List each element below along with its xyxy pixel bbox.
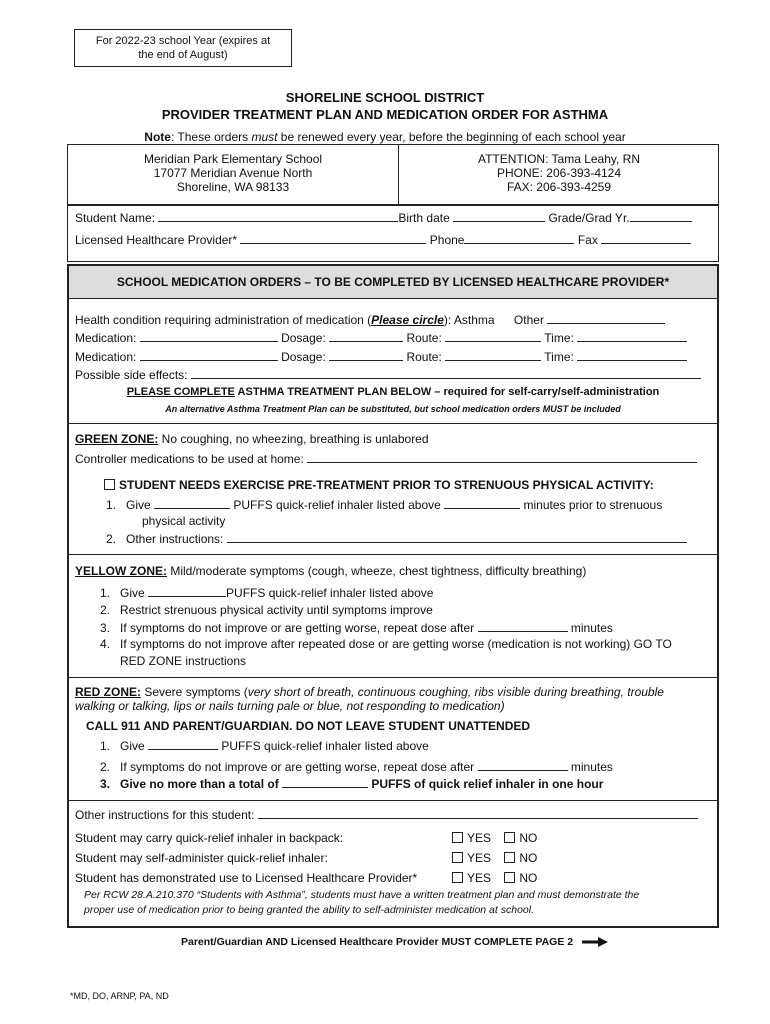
yes-label: YES	[467, 851, 492, 865]
please-circle: Please circle	[371, 313, 444, 327]
grade-field[interactable]	[630, 210, 692, 222]
note-post: be renewed every year, before the beginning of each school year	[277, 130, 626, 144]
condition-post: ): Asthma	[443, 313, 495, 327]
birth-date-label: Birth date	[398, 211, 450, 225]
minutes-field[interactable]	[444, 497, 520, 509]
yes-checkbox[interactable]	[452, 832, 463, 843]
phone: PHONE: 206-393-4124	[496, 166, 622, 180]
condition-row	[75, 312, 665, 327]
attention: ATTENTION: Tama Leahy, RN	[477, 152, 641, 166]
item-number: 1.	[99, 586, 110, 600]
alternative-note: An alternative Asthma Treatment Plan can be substituted, but school medication orders MUST be included	[165, 404, 621, 414]
time-field[interactable]	[577, 349, 687, 361]
no-label: NO	[519, 871, 538, 885]
red-zone-symptoms-cont: walking or talking, lips or nails turning pale or blue, not responding to medication)	[75, 699, 505, 713]
footnote: *MD, DO, ARNP, PA, ND	[70, 991, 169, 1001]
other-instructions-field[interactable]	[227, 531, 687, 543]
item-text: minutes	[570, 760, 613, 774]
note-label: Note	[144, 130, 171, 144]
minutes-field[interactable]	[478, 620, 568, 632]
student-name-label: Student Name:	[75, 211, 156, 225]
other-instructions-label: Other instructions for this student:	[75, 808, 255, 822]
item-text: Restrict strenuous physical activity until symptoms improve	[120, 603, 433, 617]
item-number: 3.	[99, 777, 110, 791]
rcw-note-2: proper use of medication prior to being granted the ability to self-administer medication at school.	[84, 904, 534, 916]
red-zone	[75, 685, 664, 699]
no-label: NO	[519, 851, 538, 865]
dosage-label: Dosage:	[281, 350, 326, 364]
demonstrated-options	[452, 871, 537, 885]
side-effects-row	[75, 367, 701, 382]
medication-field[interactable]	[140, 330, 278, 342]
exercise-checkbox[interactable]	[104, 479, 115, 490]
route-field[interactable]	[445, 330, 541, 342]
yellow-item-1	[84, 585, 433, 600]
school-street: 17077 Meridian Avenue North	[153, 166, 313, 180]
item-text: Give no more than a total of	[120, 777, 279, 791]
route-field[interactable]	[445, 349, 541, 361]
medication-row-2	[75, 349, 687, 364]
item-number: 1.	[105, 498, 116, 512]
expiry-line-2: the end of August)	[138, 49, 228, 61]
yellow-zone-desc: Mild/moderate symptoms (cough, wheeze, chest tightness, difficulty breathing)	[167, 564, 587, 578]
rcw-note-1: Per RCW 28.A.210.370 “Students with Asthma”, students must have a written treatment plan and must demonstrate the	[84, 889, 640, 901]
item-text: If symptoms do not improve or are getting worse, repeat dose after	[120, 621, 475, 635]
time-label: Time:	[544, 350, 574, 364]
controller-row	[75, 451, 697, 466]
school-name: Meridian Park Elementary School	[143, 152, 323, 166]
other-label: Other	[513, 313, 544, 327]
note-em: must	[251, 130, 278, 144]
route-label: Route:	[406, 331, 442, 345]
minutes-field[interactable]	[478, 759, 568, 771]
dosage-field[interactable]	[329, 349, 403, 361]
controller-label: Controller medications to be used at home:	[75, 452, 304, 466]
grade-label: Grade/Grad Yr.	[548, 211, 630, 225]
puffs-field[interactable]	[148, 738, 218, 750]
yes-checkbox[interactable]	[452, 872, 463, 883]
green-item-1	[90, 497, 662, 512]
red-zone-label: RED ZONE:	[75, 685, 141, 699]
side-effects-label: Possible side effects:	[75, 368, 188, 382]
provider-fax-field[interactable]	[601, 232, 691, 244]
red-zone-symptoms: very short of breath, continuous coughing, ribs visible during breathing, trouble	[247, 685, 664, 699]
item-number: 3.	[99, 621, 110, 635]
plan-required	[69, 386, 717, 398]
yellow-item-4-cont: RED ZONE instructions	[120, 654, 247, 668]
item-number: 1.	[99, 739, 110, 753]
no-checkbox[interactable]	[504, 872, 515, 883]
item-text: minutes	[570, 621, 613, 635]
no-checkbox[interactable]	[504, 832, 515, 843]
other-instructions-label: Other instructions:	[126, 532, 224, 546]
school-city: Shoreline, WA 98133	[176, 180, 290, 194]
yellow-item-2	[84, 603, 433, 617]
controller-field[interactable]	[307, 451, 697, 463]
exercise-row	[104, 478, 654, 492]
red-zone-desc: Severe symptoms (	[141, 685, 248, 699]
other-instructions-row	[75, 807, 698, 822]
item-text: PUFFS of quick relief inhaler in one hour	[371, 777, 604, 791]
green-zone-label: GREEN ZONE:	[75, 432, 159, 446]
other-field[interactable]	[547, 312, 665, 324]
school-address	[68, 152, 398, 194]
puffs-field[interactable]	[148, 585, 226, 597]
medication-label: Medication:	[75, 350, 137, 364]
carry-options	[452, 831, 537, 845]
time-field[interactable]	[577, 330, 687, 342]
item-number: 2.	[99, 603, 110, 617]
form-title: PROVIDER TREATMENT PLAN AND MEDICATION ORDER FOR ASTHMA	[161, 107, 609, 122]
provider-phone-label: Phone	[429, 233, 465, 247]
item-text: PUFFS quick-relief inhaler listed above	[221, 739, 429, 753]
plan-required-text: ASTHMA TREATMENT PLAN BELOW – required for self-carry/self-administration	[234, 386, 660, 398]
district-title: SHORELINE SCHOOL DISTRICT	[285, 90, 485, 105]
provider-phone-field[interactable]	[464, 232, 574, 244]
item-text: Give	[126, 498, 151, 512]
puffs-field[interactable]	[154, 497, 230, 509]
item-text: Give	[120, 739, 145, 753]
medication-row-1	[75, 330, 687, 345]
condition-pre: Health condition requiring administration of medication (	[75, 313, 372, 327]
exercise-label: STUDENT NEEDS EXERCISE PRE-TREATMENT PRIOR TO STRENUOUS PHYSICAL ACTIVITY:	[119, 478, 654, 492]
no-label: NO	[519, 831, 538, 845]
green-zone	[75, 432, 429, 446]
fax: FAX: 206-393-4259	[506, 180, 612, 194]
side-effects-field[interactable]	[191, 367, 701, 379]
arrow-right-icon	[582, 937, 608, 947]
page-2-notice	[181, 936, 608, 948]
student-row-1	[75, 210, 692, 225]
self-administer-question: Student may self-administer quick-relief inhaler:	[75, 851, 328, 865]
contact-info	[399, 152, 719, 194]
medication-field[interactable]	[140, 349, 278, 361]
expiry-line-1: For 2022-23 school Year (expires at	[95, 35, 271, 47]
dosage-label: Dosage:	[281, 331, 326, 345]
no-checkbox[interactable]	[504, 852, 515, 863]
note-pre: : These orders	[170, 130, 252, 144]
item-number: 4.	[99, 637, 110, 651]
red-item-1	[84, 738, 429, 753]
green-item-2	[90, 531, 687, 546]
red-item-2	[84, 759, 613, 774]
self-administer-options	[452, 851, 537, 865]
item-text: Give	[120, 586, 145, 600]
call-911: CALL 911 AND PARENT/GUARDIAN. DO NOT LEAVE STUDENT UNATTENDED	[86, 719, 531, 733]
renewal-note	[0, 130, 770, 144]
yes-checkbox[interactable]	[452, 852, 463, 863]
route-label: Route:	[406, 350, 442, 364]
dosage-field[interactable]	[329, 330, 403, 342]
other-instructions-field[interactable]	[258, 807, 698, 819]
provider-field[interactable]	[240, 232, 426, 244]
item-text: PUFFS quick-relief inhaler listed above	[226, 586, 434, 600]
demonstrated-question: Student has demonstrated use to Licensed Healthcare Provider*	[75, 871, 418, 885]
total-puffs-field[interactable]	[282, 776, 368, 788]
yellow-item-4	[84, 637, 672, 651]
item-number: 2.	[105, 532, 116, 546]
provider-label: Licensed Healthcare Provider*	[75, 233, 238, 247]
item-number: 2.	[99, 760, 110, 774]
item-text: minutes prior to strenuous	[523, 498, 663, 512]
page-2-text: Parent/Guardian AND Licensed Healthcare Provider MUST COMPLETE PAGE 2	[181, 936, 574, 948]
orders-header: SCHOOL MEDICATION ORDERS – TO BE COMPLETED BY LICENSED HEALTHCARE PROVIDER*	[69, 266, 717, 299]
yes-label: YES	[467, 831, 492, 845]
student-name-field[interactable]	[158, 210, 398, 222]
item-text: If symptoms do not improve or are getting worse, repeat dose after	[120, 760, 475, 774]
yes-label: YES	[467, 871, 492, 885]
birth-date-field[interactable]	[453, 210, 545, 222]
red-item-3	[84, 776, 603, 791]
yellow-zone-label: YELLOW ZONE:	[75, 564, 167, 578]
yellow-item-3	[84, 620, 613, 635]
item-text: PUFFS quick-relief inhaler listed above	[233, 498, 441, 512]
please-complete: PLEASE COMPLETE	[126, 386, 235, 398]
expiry-box	[74, 29, 292, 67]
carry-question: Student may carry quick-relief inhaler in backpack:	[75, 831, 344, 845]
green-item-1-cont: physical activity	[142, 514, 226, 528]
medication-label: Medication:	[75, 331, 137, 345]
time-label: Time:	[544, 331, 574, 345]
item-text: If symptoms do not improve after repeated dose or are getting worse (medication is not working) GO TO	[120, 637, 672, 651]
yellow-zone	[75, 564, 586, 578]
green-zone-desc: No coughing, no wheezing, breathing is unlabored	[158, 432, 429, 446]
student-row-2	[75, 232, 691, 247]
provider-fax-label: Fax	[577, 233, 598, 247]
